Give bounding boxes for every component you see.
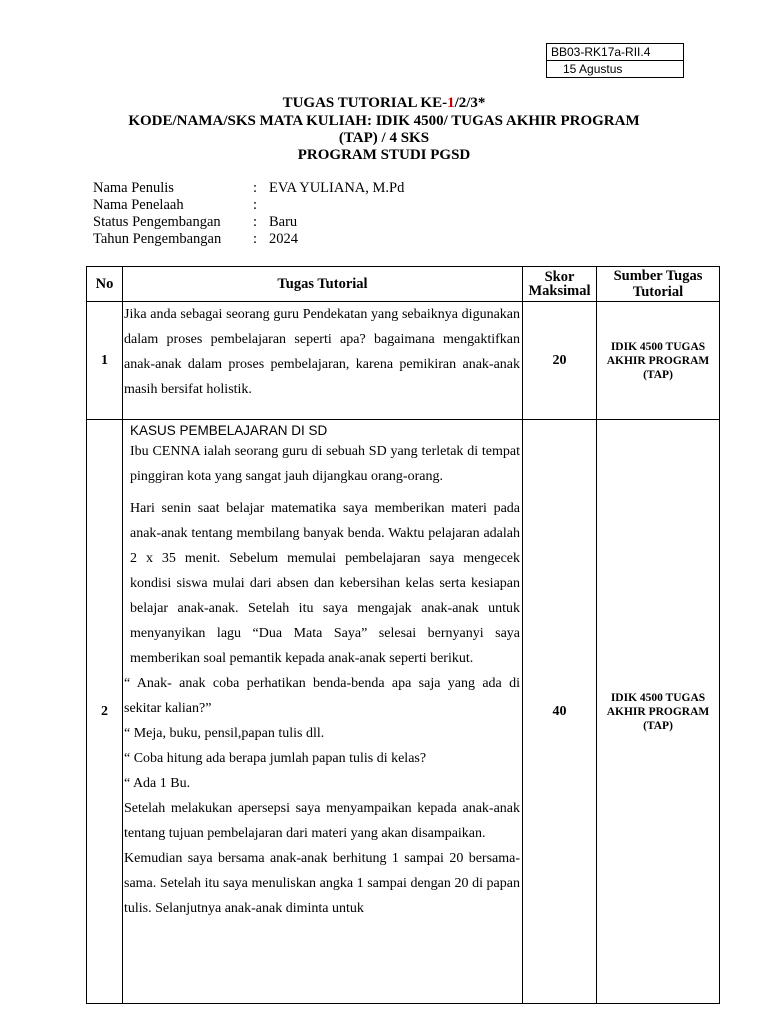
case-title: KASUS PEMBELAJARAN DI SD	[130, 423, 328, 438]
case-paragraph: Ibu CENNA ialah seorang guru di sebuah SD yang terletak di tempat pinggiran kota yang sangat jauh dijangkau orang-orang.	[130, 444, 520, 484]
dialogue-line: “ Coba hitung ada berapa jumlah papan tulis di kelas?	[124, 751, 427, 766]
case-paragraph: Kemudian saya bersama anak-anak berhitung 1 sampai 20 bersama-sama. Setelah itu saya menuliskan angka 1 sampai dengan 20 di papan tulis. Selanjutnya anak-anak diminta untuk	[124, 851, 520, 916]
document-date: 15 Agustus	[563, 62, 623, 76]
case-paragraph: Hari senin saat belajar matematika saya memberikan materi pada anak-anak tentang membilang banyak benda. Waktu pelajaran adalah 2 x 35 menit. Sebelum memulai pembelajaran saya mengecek kondisi siswa mulai dari absen dan kebersihan kelas serta kesiapan belajar anak-anak. Setelah itu saya mengajak anak-anak untuk menyanyikan lagu “Dua Mata Saya” selesai bernyanyi saya memberikan soal pemantik kepada anak-anak seperti berikut.	[130, 501, 520, 666]
dialogue-line: “ Anak- anak coba perhatikan benda-benda apa saja yang ada di sekitar kalian?”	[124, 676, 520, 716]
dialogue-line: “ Meja, buku, pensil,papan tulis dll.	[124, 726, 325, 741]
task-cell	[123, 302, 523, 420]
table-row	[87, 420, 720, 1004]
header-task: Tugas Tutorial	[123, 267, 523, 302]
tutorial-number-highlight: 1	[447, 95, 455, 111]
source-value: IDIK 4500 TUGAS AKHIR PROGRAM (TAP)	[597, 420, 720, 1004]
document-code: BB03-RK17a-RII.4	[547, 44, 683, 61]
document-meta	[93, 180, 404, 248]
header-no: No	[87, 267, 123, 302]
title-line-3: (TAP) / 4 SKS	[338, 130, 430, 146]
case-paragraph: Setelah melakukan apersepsi saya menyampaikan kepada anak-anak tentang tujuan pembelajaran dari materi yang akan disampaikan.	[124, 801, 520, 841]
header-source: Sumber Tugas Tutorial	[597, 267, 720, 302]
meta-row-status: Status Pengembangan : Baru	[93, 214, 298, 230]
table-header-row	[87, 267, 720, 302]
tutorial-table	[86, 266, 720, 1004]
meta-row-author: Nama Penulis : EVA YULIANA, M.Pd	[93, 180, 405, 196]
score-value: 40	[523, 420, 597, 1004]
document-code-box	[546, 43, 684, 78]
title-line-4: PROGRAM STUDI PGSD	[297, 147, 471, 163]
header-score: Skor Maksimal	[523, 267, 597, 302]
dialogue-line: “ Ada 1 Bu.	[124, 776, 191, 791]
score-value: 20	[523, 302, 597, 420]
task-cell	[123, 420, 523, 1004]
title-line-1: TUGAS TUTORIAL KE-1/2/3*	[282, 95, 486, 111]
title-line-2: KODE/NAMA/SKS MATA KULIAH: IDIK 4500/ TUGAS AKHIR PROGRAM	[128, 113, 640, 129]
meta-row-reviewer: Nama Penelaah :	[93, 197, 258, 213]
row-number: 2	[87, 420, 123, 1004]
row-number: 1	[87, 302, 123, 420]
task-text: Jika anda sebagai seorang guru Pendekatan yang sebaiknya digunakan dalam proses pembelajaran seperti apa? bagaimana mengaktifkan anak-anak dalam proses pembelajaran, karena pemikiran anak-anak masih bersifat holistik.	[124, 307, 520, 397]
source-value: IDIK 4500 TUGAS AKHIR PROGRAM (TAP)	[597, 302, 720, 420]
table-row	[87, 302, 720, 420]
meta-row-year: Tahun Pengembangan : 2024	[93, 231, 298, 247]
